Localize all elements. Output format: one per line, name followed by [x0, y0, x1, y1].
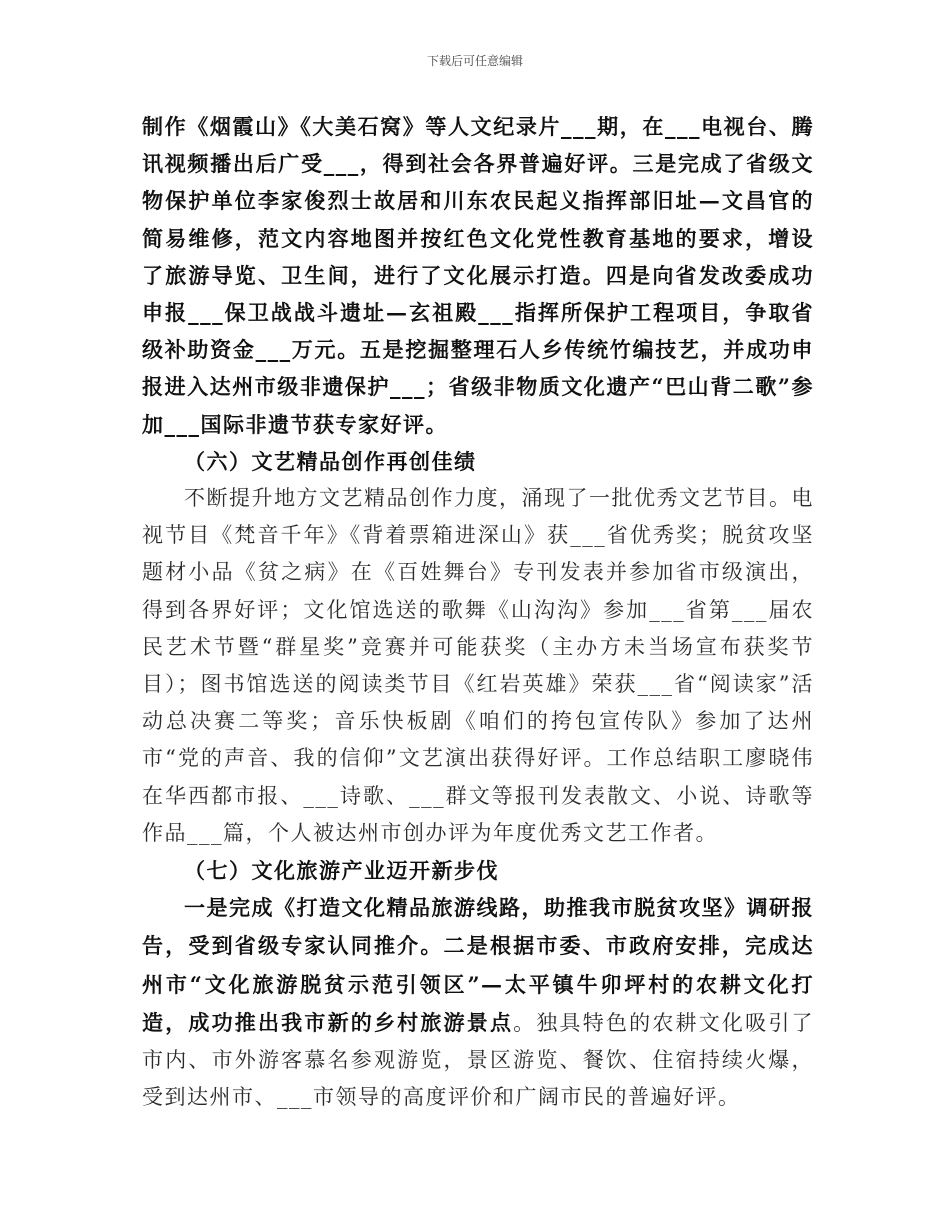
paragraph-heritage-protection: 制作《烟霞山》《大美石窝》等人文纪录片___期，在___电视台、腾讯视频播出后广受___，得到社会各界普遍好评。三是完成了省级文物保护单位李家俊烈士故居和川东农民起义指挥部旧址—文昌官的简易维修，范文内容地图并按红色文化党性教育基地的要求，增设了旅游导览、卫生间，进行了文化展示打造。四是向省发改委成功申报___保卫战战斗遗址—玄祖殿___指挥所保护工程项目，争取省级补助资金___万元。五是挖掘整理石人乡传统竹编技艺，并成功申报进入达州市级非遗保护___；省级非物质文化遗产“巴山背二歌”参加___国际非遗节获专家好评。: [142, 114, 814, 437]
paragraph-tourism-regular-part: 。独具特色的农耕文化吸引了市内、市外游客慕名参观游览，景区游览、餐饮、住宿持续火爆，受到达州市、___市领导的高度评价和广阔市民的普遍好评。: [142, 1010, 815, 1110]
paragraph-tourism-industry: [142, 889, 814, 1116]
paragraph-tourism-bold-part: 一是完成《打造文化精品旅游线路，助推我市脱贫攻坚》调研报告，受到省级专家认同推介。二是根据市委、市政府安排，完成达州市“文化旅游脱贫示范引领区”—太平镇牛卯坪村的农耕文化打造，成功推出我市新的乡村旅游景点: [142, 895, 814, 1035]
paragraph-arts-creation: 不断提升地方文艺精品创作力度，涌现了一批优秀文艺节目。电视节目《梵音千年》《背着票箱进深山》获___省优秀奖；脱贫攻坚题材小品《贫之病》在《百姓舞台》专刊发表并参加省市级演出，得到各界好评；文化馆选送的歌舞《山沟沟》参加___省第___届农民艺术节暨“群星奖”竞赛并可能获奖（主办方未当场宣布获奖节目）；图书馆选送的阅读类节目《红岩英雄》荣获___省“阅读家”活动总决赛二等奖；音乐快板剧《咱们的挎包宣传队》参加了达州市“党的声音、我的信仰”文艺演出获得好评。工作总结职工廖晓伟在华西都市报、___诗歌、___群文等报刊发表散文、小说、诗歌等作品___篇，个人被达州市创办评为年度优秀文艺工作者。: [142, 486, 814, 845]
page-header-note: 下载后可任意编辑: [426, 54, 523, 68]
section-heading-7: （七）文化旅游产业迈开新步伐: [184, 858, 499, 884]
document-body: [142, 108, 814, 1116]
section-heading-6: （六）文艺精品创作再创佳绩: [184, 448, 477, 474]
